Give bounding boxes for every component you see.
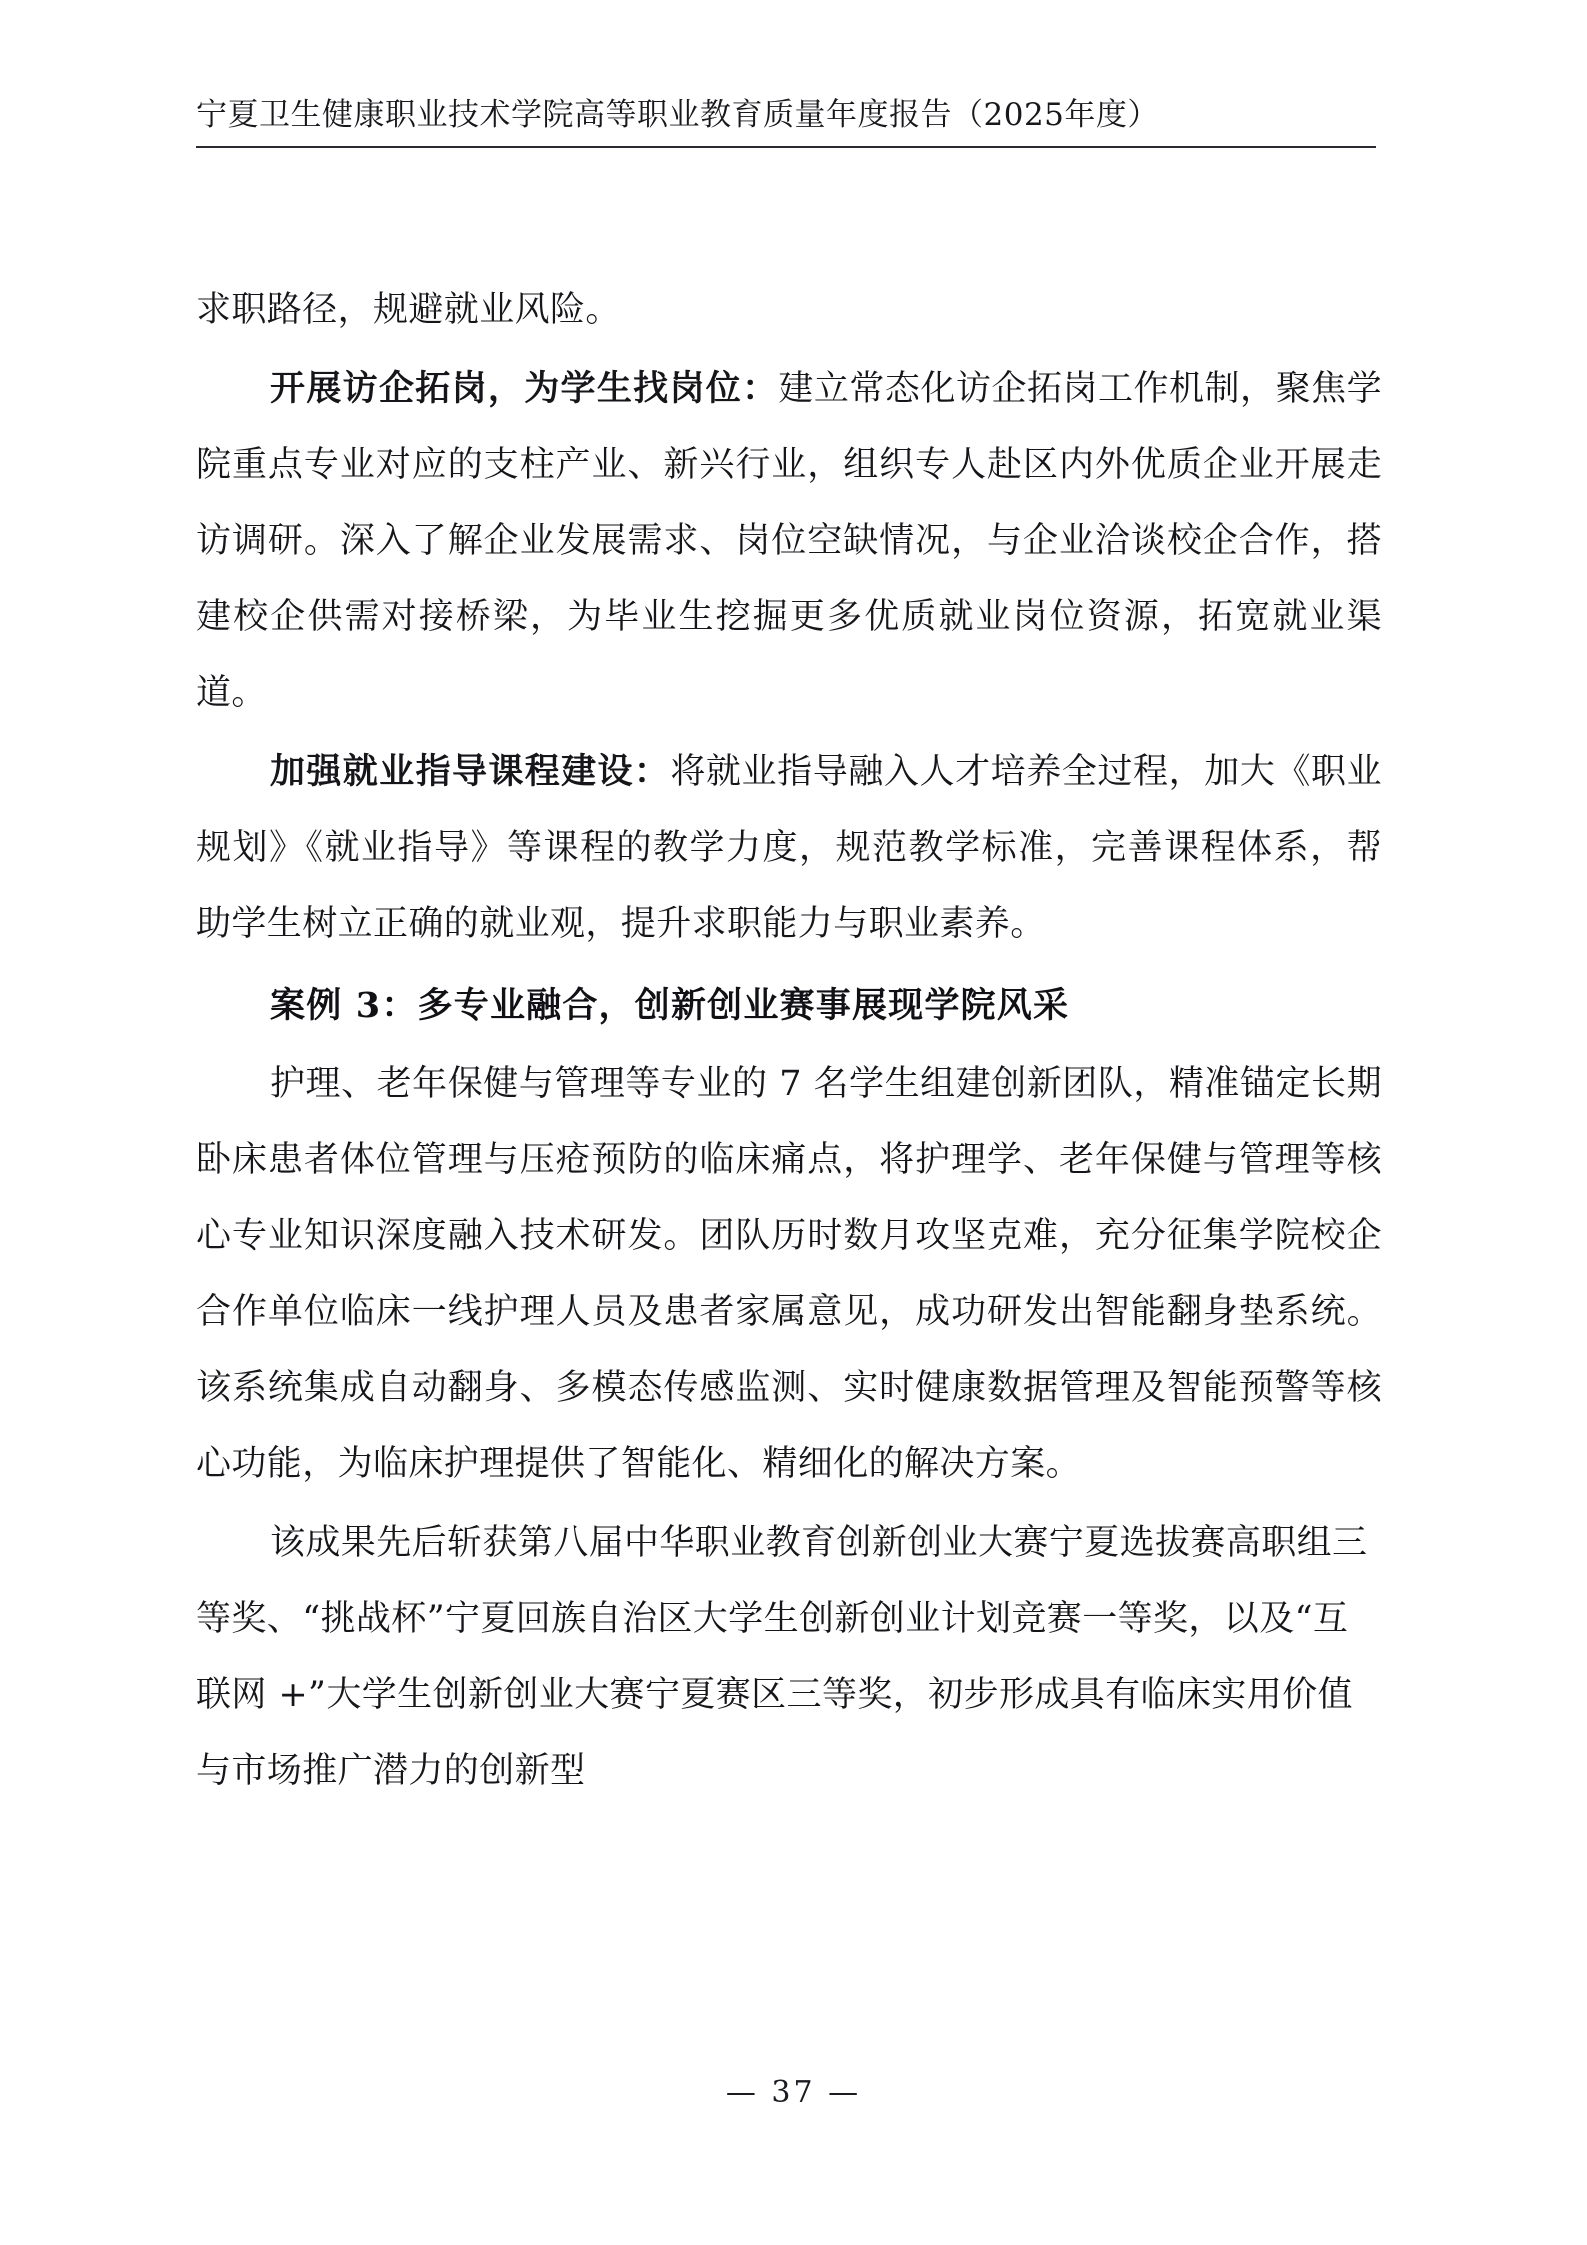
body-content bbox=[196, 272, 1382, 1812]
header-divider bbox=[196, 146, 1376, 148]
paragraph-career-courses-text: 将就业指导融入人才培养全过程，加大《职业规划》《就业指导》等课程的教学力度，规范教学标准，完善课程体系，帮助学生树立正确的就业观，提升求职能力与职业素养。 bbox=[196, 752, 1382, 944]
paragraph-case-awards-text: 该成果先后斩获第八届中华职业教育创新创业大赛宁夏选拔赛高职组三等奖、“挑战杯”宁夏回族自治区大学生创新创业计划竞赛一等奖，以及“互联网 +”大学生创新创业大赛宁夏赛区三等奖，初步形成具有临床实用价值与市场推广潜力的创新型 bbox=[196, 1523, 1368, 1791]
case-study-heading: 案例 3：多专业融合，创新创业赛事展现学院风采 bbox=[270, 985, 1070, 1026]
paragraph-continued-text: 求职路径，规避就业风险。 bbox=[196, 290, 621, 330]
paragraph-case-awards bbox=[196, 1505, 1382, 1809]
paragraph-career-courses bbox=[196, 734, 1382, 962]
paragraph-case-detail bbox=[196, 1046, 1382, 1502]
paragraph-continued bbox=[196, 272, 1382, 348]
page-number: — 37 — bbox=[725, 2075, 862, 2110]
page-footer bbox=[0, 2075, 1587, 2110]
paragraph-visit-enterprises bbox=[196, 351, 1382, 731]
page-header bbox=[196, 96, 1376, 156]
lead-label-visit-enterprises: 开展访企拓岗，为学生找岗位： bbox=[270, 368, 779, 409]
paragraph-visit-enterprises-text: 建立常态化访企拓岗工作机制，聚焦学院重点专业对应的支柱产业、新兴行业，组织专人赴区内外优质企业开展走访调研。深入了解企业发展需求、岗位空缺情况，与企业洽谈校企合作，搭建校企供需对接桥梁，为毕业生挖掘更多优质就业岗位资源，拓宽就业渠道。 bbox=[196, 369, 1382, 713]
lead-label-career-courses: 加强就业指导课程建设： bbox=[270, 751, 671, 792]
header-title: 宁夏卫生健康职业技术学院高等职业教育质量年度报告（2025年度） bbox=[196, 97, 1159, 133]
paragraph-case-detail-text: 护理、老年保健与管理等专业的 7 名学生组建创新团队，精准锚定长期卧床患者体位管理与压疮预防的临床痛点，将护理学、老年保健与管理等核心专业知识深度融入技术研发。团队历时数月攻坚克难，充分征集学院校企合作单位临床一线护理人员及患者家属意见，成功研发出智能翻身垫系统。该系统集成自动翻身、多模态传感监测、实时健康数据管理及智能预警等核心功能，为临床护理提供了智能化、精细化的解决方案。 bbox=[196, 1064, 1382, 1484]
